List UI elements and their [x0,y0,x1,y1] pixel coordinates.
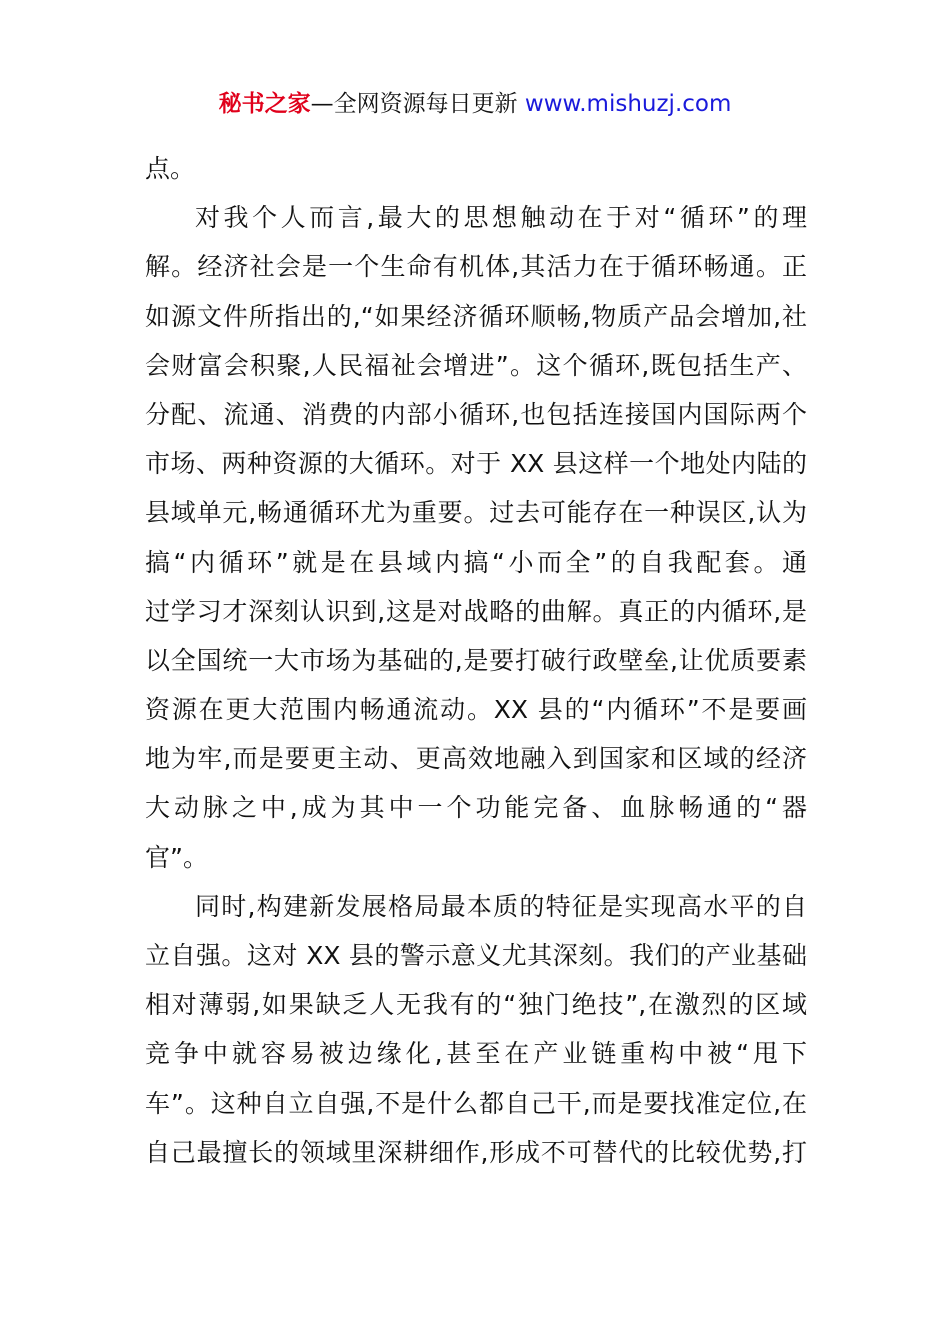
text-line: 自己最擅长的领域里深耕细作,形成不可替代的比较优势,打 [145,1137,807,1167]
header-tagline: —全网资源每日更新 [310,91,525,117]
text-line: 立自强。这对 XX 县的警示意义尤其深刻。我们的产业基础 [145,941,807,970]
text-line: 地为牢,而是要更主动、更高效地融入到国家和区域的经济 [145,744,807,774]
text-line: 市场、两种资源的大循环。对于 XX 县这样一个地处内陆的 [145,449,807,479]
brand-name: 秘书之家 [218,91,311,117]
paragraph-line: 同时,构建新发展格局最本质的特征是实现高水平的自 [195,891,807,921]
site-url-link[interactable]: www.mishuzj.com [524,91,732,117]
text-line: 点。 [145,154,196,183]
text-line: 搞“内循环”就是在县域内搞“小而全”的自我配套。通 [145,547,807,577]
text-line: 解。经济社会是一个生命有机体,其活力在于循环畅通。正 [145,252,807,282]
text-line: 过学习才深刻认识到,这是对战略的曲解。真正的内循环,是 [145,596,807,626]
text-line: 会财富会积聚,人民福祉会增进”。这个循环,既包括生产、 [145,350,807,380]
text-line: 竞争中就容易被边缘化,甚至在产业链重构中被“甩下 [145,1039,807,1069]
paragraph-line: 对我个人而言,最大的思想触动在于对“循环”的理 [195,203,807,233]
text-line: 如源文件所指出的,“如果经济循环顺畅,物质产品会增加,社 [145,301,807,331]
text-line: 以全国统一大市场为基础的,是要打破行政壁垒,让优质要素 [145,645,807,675]
text-line: 大动脉之中,成为其中一个功能完备、血脉畅通的“器 [145,793,807,823]
document-body [145,144,807,1177]
text-line: 车”。这种自立自强,不是什么都自己干,而是要找准定位,在 [145,1088,807,1118]
text-line: 分配、流通、消费的内部小循环,也包括连接国内国际两个 [145,399,807,429]
text-line: 资源在更大范围内畅通流动。XX 县的“内循环”不是要画 [145,695,807,725]
page-header [0,84,950,124]
text-line: 相对薄弱,如果缺乏人无我有的“独门绝技”,在激烈的区域 [145,990,807,1020]
text-line: 县域单元,畅通循环尤为重要。过去可能存在一种误区,认为 [145,498,807,528]
text-line: 官”。 [145,842,208,872]
